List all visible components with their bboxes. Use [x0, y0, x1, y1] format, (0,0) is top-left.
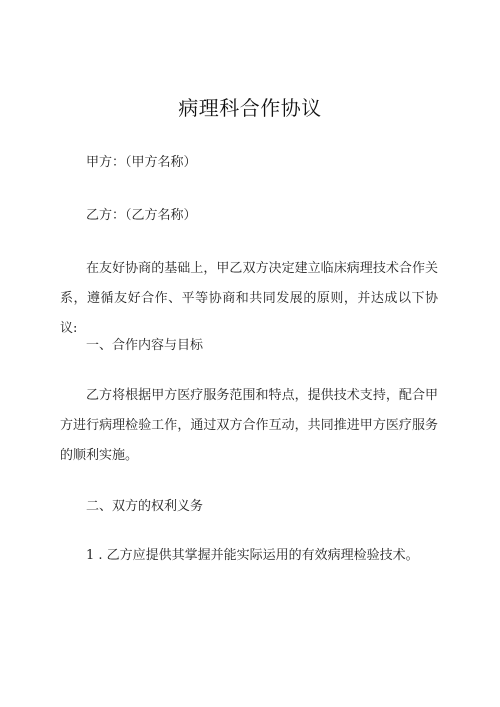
intro-paragraph: 在友好协商的基础上，甲乙双方决定建立临床病理技术合作关系，遵循友好合作、平等协商和共同发展的原则，并达成以下协议: [60, 261, 438, 336]
section-1-heading: 一、合作内容与目标 [86, 338, 204, 353]
section-2-heading: 二、双方的权利义务 [86, 499, 204, 514]
party-b-line: 乙方：（乙方名称） [86, 208, 197, 223]
party-a-line: 甲方：（甲方名称） [86, 155, 197, 170]
section-1-body: 乙方将根据甲方医疗服务范围和特点，提供技术支持，配合甲方进行病理检验工作，通过双方合作互动，共同推进甲方医疗服务的顺利实施。 [60, 388, 438, 463]
section-2-item-1: 1 . 乙方应提供其掌握并能实际运用的有效病理检验技术。 [86, 548, 419, 563]
document-title: 病理科合作协议 [178, 96, 322, 120]
